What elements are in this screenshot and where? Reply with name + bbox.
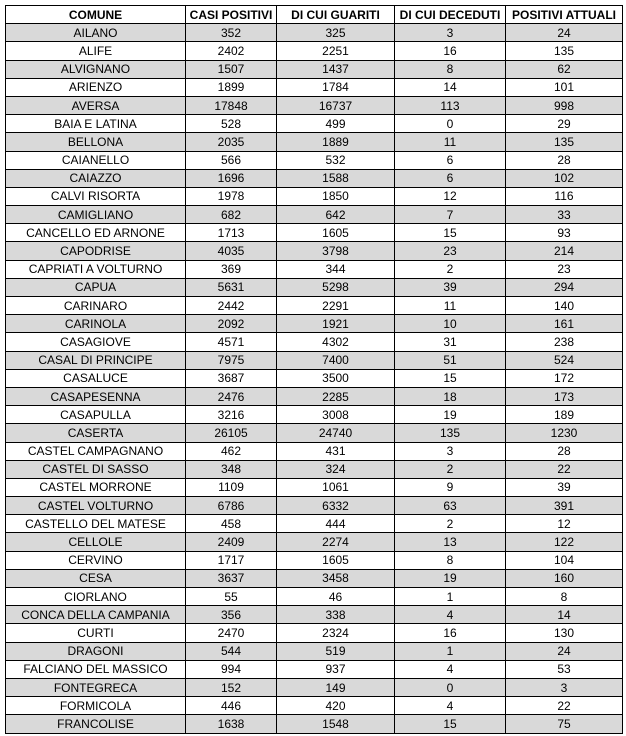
table-row <box>6 533 623 551</box>
cell-di-cui-guariti: 1784 <box>277 78 395 96</box>
cell-casi-positivi: 2409 <box>186 533 277 551</box>
cell-di-cui-deceduti: 135 <box>395 424 506 442</box>
cell-positivi-attuali: 75 <box>506 715 623 733</box>
cell-di-cui-guariti: 2274 <box>277 533 395 551</box>
cell-positivi-attuali: 93 <box>506 224 623 242</box>
cell-casi-positivi: 2092 <box>186 315 277 333</box>
table-row <box>6 715 623 733</box>
cell-casi-positivi: 2402 <box>186 42 277 60</box>
cell-di-cui-guariti: 344 <box>277 260 395 278</box>
cell-di-cui-guariti: 24740 <box>277 424 395 442</box>
cell-casi-positivi: 2476 <box>186 387 277 405</box>
cell-di-cui-guariti: 3008 <box>277 406 395 424</box>
cell-di-cui-deceduti: 3 <box>395 24 506 42</box>
cell-di-cui-deceduti: 3 <box>395 442 506 460</box>
cell-casi-positivi: 3687 <box>186 369 277 387</box>
table-row <box>6 406 623 424</box>
table-row <box>6 96 623 114</box>
cell-di-cui-deceduti: 15 <box>395 224 506 242</box>
cell-di-cui-guariti: 16737 <box>277 96 395 114</box>
cell-di-cui-guariti: 1605 <box>277 224 395 242</box>
cell-di-cui-deceduti: 6 <box>395 169 506 187</box>
cell-di-cui-deceduti: 2 <box>395 260 506 278</box>
cell-comune: CARINARO <box>6 297 186 315</box>
cell-di-cui-guariti: 431 <box>277 442 395 460</box>
cell-di-cui-guariti: 1437 <box>277 60 395 78</box>
cell-comune: CASALUCE <box>6 369 186 387</box>
cell-comune: BELLONA <box>6 133 186 151</box>
cell-di-cui-deceduti: 8 <box>395 551 506 569</box>
cell-comune: FORMICOLA <box>6 697 186 715</box>
cell-comune: CAIANELLO <box>6 151 186 169</box>
cell-di-cui-guariti: 937 <box>277 660 395 678</box>
cell-di-cui-guariti: 3500 <box>277 369 395 387</box>
cell-di-cui-guariti: 2291 <box>277 297 395 315</box>
table-row <box>6 260 623 278</box>
cell-di-cui-guariti: 642 <box>277 206 395 224</box>
cell-comune: CURTI <box>6 624 186 642</box>
table-row <box>6 187 623 205</box>
cell-positivi-attuali: 294 <box>506 278 623 296</box>
cell-positivi-attuali: 62 <box>506 60 623 78</box>
cell-positivi-attuali: 214 <box>506 242 623 260</box>
cell-comune: CALVI RISORTA <box>6 187 186 205</box>
cell-di-cui-deceduti: 63 <box>395 497 506 515</box>
cell-di-cui-deceduti: 14 <box>395 78 506 96</box>
cell-comune: AILANO <box>6 24 186 42</box>
cell-di-cui-guariti: 4302 <box>277 333 395 351</box>
cell-positivi-attuali: 3 <box>506 678 623 696</box>
cell-comune: CARINOLA <box>6 315 186 333</box>
cell-casi-positivi: 1696 <box>186 169 277 187</box>
cell-di-cui-guariti: 2285 <box>277 387 395 405</box>
cell-di-cui-guariti: 499 <box>277 115 395 133</box>
cell-casi-positivi: 55 <box>186 588 277 606</box>
header-di-cui-deceduti: DI CUI DECEDUTI <box>395 6 506 24</box>
cell-casi-positivi: 682 <box>186 206 277 224</box>
cell-positivi-attuali: 24 <box>506 642 623 660</box>
cell-positivi-attuali: 140 <box>506 297 623 315</box>
cell-di-cui-guariti: 1588 <box>277 169 395 187</box>
cell-casi-positivi: 17848 <box>186 96 277 114</box>
cell-comune: CASTELLO DEL MATESE <box>6 515 186 533</box>
cell-positivi-attuali: 122 <box>506 533 623 551</box>
cell-positivi-attuali: 22 <box>506 460 623 478</box>
cell-positivi-attuali: 104 <box>506 551 623 569</box>
cell-di-cui-guariti: 3458 <box>277 569 395 587</box>
cell-comune: ALVIGNANO <box>6 60 186 78</box>
table-row <box>6 369 623 387</box>
cell-di-cui-guariti: 46 <box>277 588 395 606</box>
table-row <box>6 551 623 569</box>
cell-casi-positivi: 152 <box>186 678 277 696</box>
cell-di-cui-deceduti: 19 <box>395 569 506 587</box>
cell-casi-positivi: 356 <box>186 606 277 624</box>
cell-di-cui-deceduti: 16 <box>395 42 506 60</box>
cell-casi-positivi: 26105 <box>186 424 277 442</box>
cell-di-cui-deceduti: 39 <box>395 278 506 296</box>
table-row <box>6 515 623 533</box>
table-row <box>6 588 623 606</box>
cell-di-cui-guariti: 324 <box>277 460 395 478</box>
cell-casi-positivi: 528 <box>186 115 277 133</box>
cell-positivi-attuali: 22 <box>506 697 623 715</box>
cell-casi-positivi: 352 <box>186 24 277 42</box>
cell-positivi-attuali: 28 <box>506 442 623 460</box>
cell-comune: CASERTA <box>6 424 186 442</box>
cell-di-cui-guariti: 2251 <box>277 42 395 60</box>
cell-casi-positivi: 4571 <box>186 333 277 351</box>
cell-positivi-attuali: 14 <box>506 606 623 624</box>
cell-casi-positivi: 462 <box>186 442 277 460</box>
cell-di-cui-guariti: 5298 <box>277 278 395 296</box>
table-body <box>6 24 623 733</box>
cell-di-cui-deceduti: 31 <box>395 333 506 351</box>
cell-di-cui-deceduti: 4 <box>395 660 506 678</box>
table-row <box>6 115 623 133</box>
cell-di-cui-deceduti: 2 <box>395 460 506 478</box>
cell-di-cui-guariti: 325 <box>277 24 395 42</box>
cell-casi-positivi: 4035 <box>186 242 277 260</box>
cell-di-cui-deceduti: 13 <box>395 533 506 551</box>
cell-di-cui-deceduti: 4 <box>395 606 506 624</box>
table-row <box>6 151 623 169</box>
table-row <box>6 133 623 151</box>
cell-comune: CASAPESENNA <box>6 387 186 405</box>
cell-di-cui-deceduti: 12 <box>395 187 506 205</box>
cell-positivi-attuali: 1230 <box>506 424 623 442</box>
cell-comune: CAPUA <box>6 278 186 296</box>
table-row <box>6 224 623 242</box>
cell-casi-positivi: 2442 <box>186 297 277 315</box>
cell-positivi-attuali: 172 <box>506 369 623 387</box>
cell-positivi-attuali: 998 <box>506 96 623 114</box>
cell-di-cui-guariti: 1921 <box>277 315 395 333</box>
cell-casi-positivi: 2470 <box>186 624 277 642</box>
cell-di-cui-deceduti: 4 <box>395 697 506 715</box>
cell-di-cui-deceduti: 11 <box>395 133 506 151</box>
cell-positivi-attuali: 24 <box>506 24 623 42</box>
cell-positivi-attuali: 160 <box>506 569 623 587</box>
cell-di-cui-deceduti: 11 <box>395 297 506 315</box>
table-row <box>6 660 623 678</box>
cell-di-cui-deceduti: 1 <box>395 588 506 606</box>
cell-comune: CANCELLO ED ARNONE <box>6 224 186 242</box>
cell-di-cui-guariti: 532 <box>277 151 395 169</box>
table-row <box>6 42 623 60</box>
cell-positivi-attuali: 12 <box>506 515 623 533</box>
table-row <box>6 424 623 442</box>
cell-di-cui-deceduti: 23 <box>395 242 506 260</box>
cell-comune: CESA <box>6 569 186 587</box>
cell-casi-positivi: 6786 <box>186 497 277 515</box>
cell-casi-positivi: 1713 <box>186 224 277 242</box>
table-row <box>6 24 623 42</box>
cell-di-cui-deceduti: 19 <box>395 406 506 424</box>
cell-positivi-attuali: 102 <box>506 169 623 187</box>
table-row <box>6 387 623 405</box>
cell-di-cui-guariti: 1850 <box>277 187 395 205</box>
cell-comune: ARIENZO <box>6 78 186 96</box>
cell-comune: CASTEL CAMPAGNANO <box>6 442 186 460</box>
cell-di-cui-guariti: 7400 <box>277 351 395 369</box>
cell-di-cui-guariti: 1548 <box>277 715 395 733</box>
cell-di-cui-deceduti: 2 <box>395 515 506 533</box>
table-row <box>6 697 623 715</box>
header-row <box>6 6 623 24</box>
cell-di-cui-deceduti: 7 <box>395 206 506 224</box>
cell-casi-positivi: 994 <box>186 660 277 678</box>
cell-positivi-attuali: 116 <box>506 187 623 205</box>
cell-di-cui-guariti: 1605 <box>277 551 395 569</box>
table-row <box>6 678 623 696</box>
cell-positivi-attuali: 53 <box>506 660 623 678</box>
header-positivi-attuali: POSITIVI ATTUALI <box>506 6 623 24</box>
table-row <box>6 569 623 587</box>
cell-comune: FONTEGRECA <box>6 678 186 696</box>
table-row <box>6 442 623 460</box>
table-row <box>6 351 623 369</box>
cell-positivi-attuali: 101 <box>506 78 623 96</box>
cell-positivi-attuali: 391 <box>506 497 623 515</box>
cell-positivi-attuali: 173 <box>506 387 623 405</box>
cell-comune: DRAGONI <box>6 642 186 660</box>
cell-casi-positivi: 1717 <box>186 551 277 569</box>
cell-di-cui-deceduti: 18 <box>395 387 506 405</box>
table-row <box>6 169 623 187</box>
cell-di-cui-guariti: 420 <box>277 697 395 715</box>
cell-casi-positivi: 5631 <box>186 278 277 296</box>
cell-casi-positivi: 458 <box>186 515 277 533</box>
cell-casi-positivi: 1899 <box>186 78 277 96</box>
cell-casi-positivi: 3637 <box>186 569 277 587</box>
header-comune: COMUNE <box>6 6 186 24</box>
cell-di-cui-deceduti: 10 <box>395 315 506 333</box>
cell-di-cui-deceduti: 51 <box>395 351 506 369</box>
cell-casi-positivi: 3216 <box>186 406 277 424</box>
cell-casi-positivi: 1978 <box>186 187 277 205</box>
cell-di-cui-guariti: 519 <box>277 642 395 660</box>
cell-comune: CAPRIATI A VOLTURNO <box>6 260 186 278</box>
cell-comune: AVERSA <box>6 96 186 114</box>
header-di-cui-guariti: DI CUI GUARITI <box>277 6 395 24</box>
cell-di-cui-guariti: 1889 <box>277 133 395 151</box>
cell-positivi-attuali: 189 <box>506 406 623 424</box>
cell-casi-positivi: 1507 <box>186 60 277 78</box>
cell-casi-positivi: 369 <box>186 260 277 278</box>
cell-comune: CASTEL DI SASSO <box>6 460 186 478</box>
cell-comune: ALIFE <box>6 42 186 60</box>
cell-di-cui-guariti: 149 <box>277 678 395 696</box>
cell-positivi-attuali: 33 <box>506 206 623 224</box>
cell-comune: CAMIGLIANO <box>6 206 186 224</box>
table-row <box>6 297 623 315</box>
table-row <box>6 497 623 515</box>
cell-comune: FALCIANO DEL MASSICO <box>6 660 186 678</box>
cell-di-cui-deceduti: 6 <box>395 151 506 169</box>
cell-positivi-attuali: 161 <box>506 315 623 333</box>
cell-positivi-attuali: 238 <box>506 333 623 351</box>
cell-di-cui-guariti: 2324 <box>277 624 395 642</box>
cell-comune: CASAL DI PRINCIPE <box>6 351 186 369</box>
cell-casi-positivi: 1109 <box>186 478 277 496</box>
cell-positivi-attuali: 8 <box>506 588 623 606</box>
table-row <box>6 460 623 478</box>
cell-casi-positivi: 446 <box>186 697 277 715</box>
table-row <box>6 478 623 496</box>
cell-comune: CAPODRISE <box>6 242 186 260</box>
cell-di-cui-deceduti: 16 <box>395 624 506 642</box>
cell-comune: CASAGIOVE <box>6 333 186 351</box>
table-container <box>5 5 623 734</box>
table-row <box>6 642 623 660</box>
cell-di-cui-deceduti: 0 <box>395 115 506 133</box>
cell-casi-positivi: 7975 <box>186 351 277 369</box>
cell-casi-positivi: 544 <box>186 642 277 660</box>
cell-positivi-attuali: 28 <box>506 151 623 169</box>
table-row <box>6 278 623 296</box>
table-row <box>6 206 623 224</box>
cell-casi-positivi: 2035 <box>186 133 277 151</box>
cell-positivi-attuali: 130 <box>506 624 623 642</box>
cell-di-cui-deceduti: 113 <box>395 96 506 114</box>
header-casi-positivi: CASI POSITIVI <box>186 6 277 24</box>
table-row <box>6 60 623 78</box>
cell-comune: CIORLANO <box>6 588 186 606</box>
cell-comune: CONCA DELLA CAMPANIA <box>6 606 186 624</box>
table-row <box>6 242 623 260</box>
cell-positivi-attuali: 524 <box>506 351 623 369</box>
cell-positivi-attuali: 135 <box>506 42 623 60</box>
table-row <box>6 315 623 333</box>
cell-di-cui-deceduti: 9 <box>395 478 506 496</box>
table-row <box>6 624 623 642</box>
cell-comune: CASTEL MORRONE <box>6 478 186 496</box>
cell-di-cui-guariti: 444 <box>277 515 395 533</box>
cell-comune: BAIA E LATINA <box>6 115 186 133</box>
cell-di-cui-deceduti: 8 <box>395 60 506 78</box>
cell-positivi-attuali: 39 <box>506 478 623 496</box>
cell-casi-positivi: 1638 <box>186 715 277 733</box>
cell-comune: FRANCOLISE <box>6 715 186 733</box>
cell-di-cui-deceduti: 1 <box>395 642 506 660</box>
cell-casi-positivi: 348 <box>186 460 277 478</box>
cell-di-cui-guariti: 1061 <box>277 478 395 496</box>
covid-cases-table <box>5 5 623 734</box>
table-row <box>6 606 623 624</box>
cell-comune: CERVINO <box>6 551 186 569</box>
cell-di-cui-deceduti: 15 <box>395 369 506 387</box>
cell-comune: CAIAZZO <box>6 169 186 187</box>
table-row <box>6 78 623 96</box>
cell-di-cui-guariti: 6332 <box>277 497 395 515</box>
cell-di-cui-deceduti: 0 <box>395 678 506 696</box>
cell-positivi-attuali: 23 <box>506 260 623 278</box>
cell-positivi-attuali: 29 <box>506 115 623 133</box>
table-row <box>6 333 623 351</box>
cell-casi-positivi: 566 <box>186 151 277 169</box>
cell-comune: CASAPULLA <box>6 406 186 424</box>
cell-comune: CELLOLE <box>6 533 186 551</box>
cell-positivi-attuali: 135 <box>506 133 623 151</box>
cell-di-cui-guariti: 338 <box>277 606 395 624</box>
cell-di-cui-deceduti: 15 <box>395 715 506 733</box>
cell-di-cui-guariti: 3798 <box>277 242 395 260</box>
cell-comune: CASTEL VOLTURNO <box>6 497 186 515</box>
